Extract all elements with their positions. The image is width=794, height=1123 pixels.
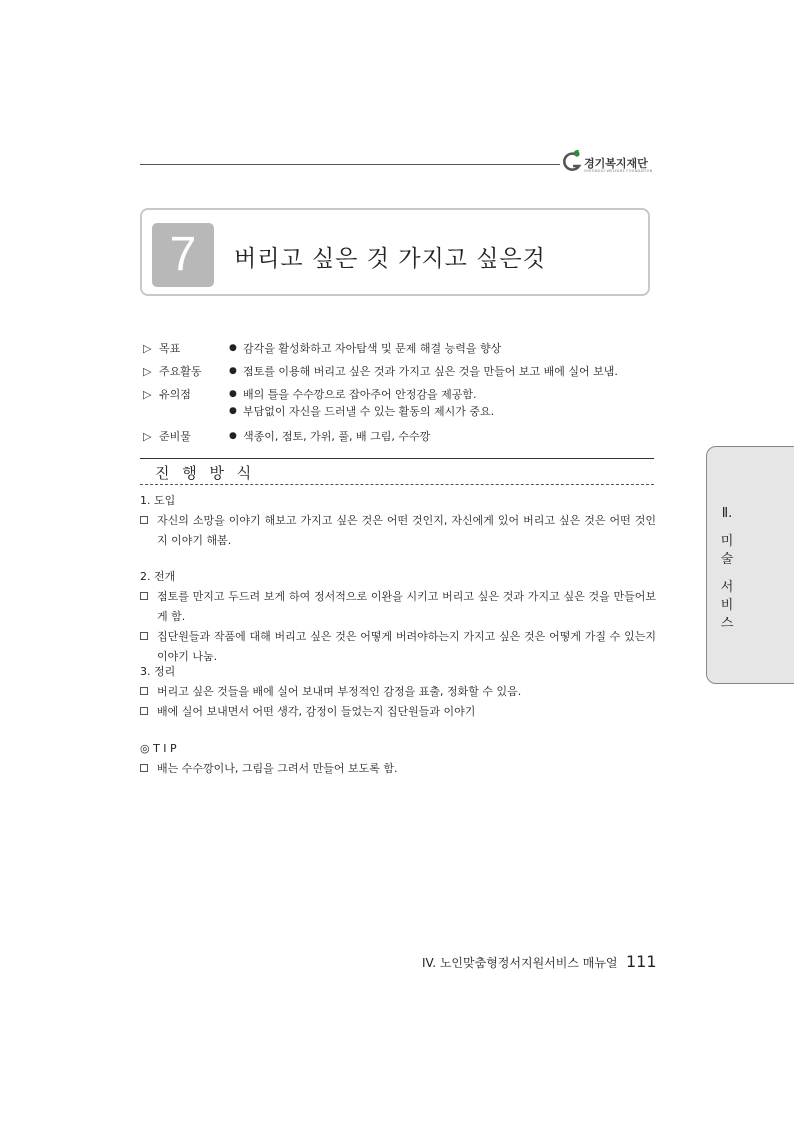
bullet-icon: ● <box>229 406 237 416</box>
tip-heading: ◎ T I P <box>140 742 177 755</box>
header-rule <box>140 164 560 165</box>
triangle-right-outline-icon: ▷ <box>143 342 152 355</box>
checkbox-empty-icon <box>140 707 148 715</box>
step-heading-develop: 2. 전개 <box>140 570 176 583</box>
step-develop <box>140 567 656 667</box>
side-tab-label <box>717 505 737 633</box>
info-text-caution-1: 배의 틀을 수수깡으로 잡아주어 안정감을 제공함. <box>243 388 477 401</box>
list-item <box>140 587 656 627</box>
side-tab-char: 술 <box>720 552 734 567</box>
side-tab-char: 스 <box>720 616 734 631</box>
step-wrap <box>140 662 656 722</box>
bullet-icon: ● <box>229 431 237 441</box>
side-tab-char: 비 <box>720 598 734 613</box>
activity-number-badge: 7 <box>152 223 214 287</box>
list-item <box>140 759 656 779</box>
logo-subtitle: GYEONGGI WELFARE FOUNDATION <box>584 169 653 173</box>
checkbox-empty-icon <box>140 687 148 695</box>
side-tab-char: 서 <box>720 580 734 595</box>
step-heading-intro: 1. 도입 <box>140 494 176 507</box>
page-title: 버리고 싶은 것 가지고 싶은것 <box>234 246 546 272</box>
bullet-icon: ● <box>229 343 237 353</box>
list-item <box>140 682 656 702</box>
list-item <box>140 702 656 722</box>
section-rule-dashed <box>140 484 654 485</box>
triangle-right-outline-icon: ▷ <box>143 365 152 378</box>
chapter-side-tab <box>706 446 794 684</box>
info-label-activity: 주요활동 <box>159 365 202 378</box>
info-text-goal: 감각을 활성화하고 자아탐색 및 문제 해결 능력을 향상 <box>243 342 502 355</box>
tip-block <box>140 739 656 779</box>
checkbox-empty-icon <box>140 516 148 524</box>
triangle-right-outline-icon: ▷ <box>143 430 152 443</box>
info-label-caution: 유의점 <box>159 388 191 401</box>
list-item-text: 버리고 싶은 것들을 배에 실어 보내며 부정적인 감정을 표출, 정화할 수 있음. <box>157 685 522 698</box>
list-item-text: 자신의 소망을 이야기 해보고 가지고 싶은 것은 어떤 것인지, 자신에게 있어 버리고 싶은 것은 어떤 것인지 이야기 해봄. <box>157 514 656 547</box>
page-number: 111 <box>626 952 657 971</box>
bullet-icon: ● <box>229 366 237 376</box>
side-tab-char: Ⅱ. <box>721 506 733 521</box>
checkbox-empty-icon <box>140 592 148 600</box>
list-item-text: 배는 수수깡이나, 그림을 그려서 만들어 보도록 함. <box>157 762 398 775</box>
info-text-materials: 색종이, 점토, 가위, 풀, 배 그림, 수수깡 <box>243 430 431 443</box>
list-item <box>140 511 656 551</box>
side-tab-char: 미 <box>720 534 734 549</box>
step-intro <box>140 491 656 551</box>
checkbox-empty-icon <box>140 764 148 772</box>
checkbox-empty-icon <box>140 632 148 640</box>
info-text-caution-2: 부담없이 자신을 드러낼 수 있는 활동의 제시가 중요. <box>243 405 495 418</box>
footer-title: IV. 노인맞춤형정서지원서비스 매뉴얼 <box>422 956 618 970</box>
info-label-materials: 준비물 <box>159 430 191 443</box>
section-title: 진 행 방 식 <box>155 464 256 482</box>
triangle-right-outline-icon: ▷ <box>143 388 152 401</box>
logo-name: 경기복지재단 <box>584 157 648 170</box>
logo-mark-icon <box>562 150 584 174</box>
list-item-text: 점토를 만지고 두드려 보게 하여 정서적으로 이완을 시키고 버리고 싶은 것과 가지고 싶은 것을 만들어보게 함. <box>157 590 656 623</box>
list-item-text: 집단원들과 작품에 대해 버리고 싶은 것은 어떻게 버려야하는지 가지고 싶은 것은 어떻게 가질 수 있는지 이야기 나눔. <box>157 630 656 663</box>
section-rule-top <box>140 458 654 459</box>
info-label-goal: 목표 <box>159 342 181 355</box>
step-heading-wrap: 3. 정리 <box>140 665 176 678</box>
title-box <box>140 208 650 296</box>
list-item <box>140 627 656 667</box>
foundation-logo <box>562 150 662 178</box>
info-text-activity: 점토를 이용해 버리고 싶은 것과 가지고 싶은 것을 만들어 보고 배에 실어 보냄. <box>243 365 618 378</box>
bullet-icon: ● <box>229 389 237 399</box>
list-item-text: 배에 실어 보내면서 어떤 생각, 감정이 들었는지 집단원들과 이야기 <box>157 705 476 718</box>
